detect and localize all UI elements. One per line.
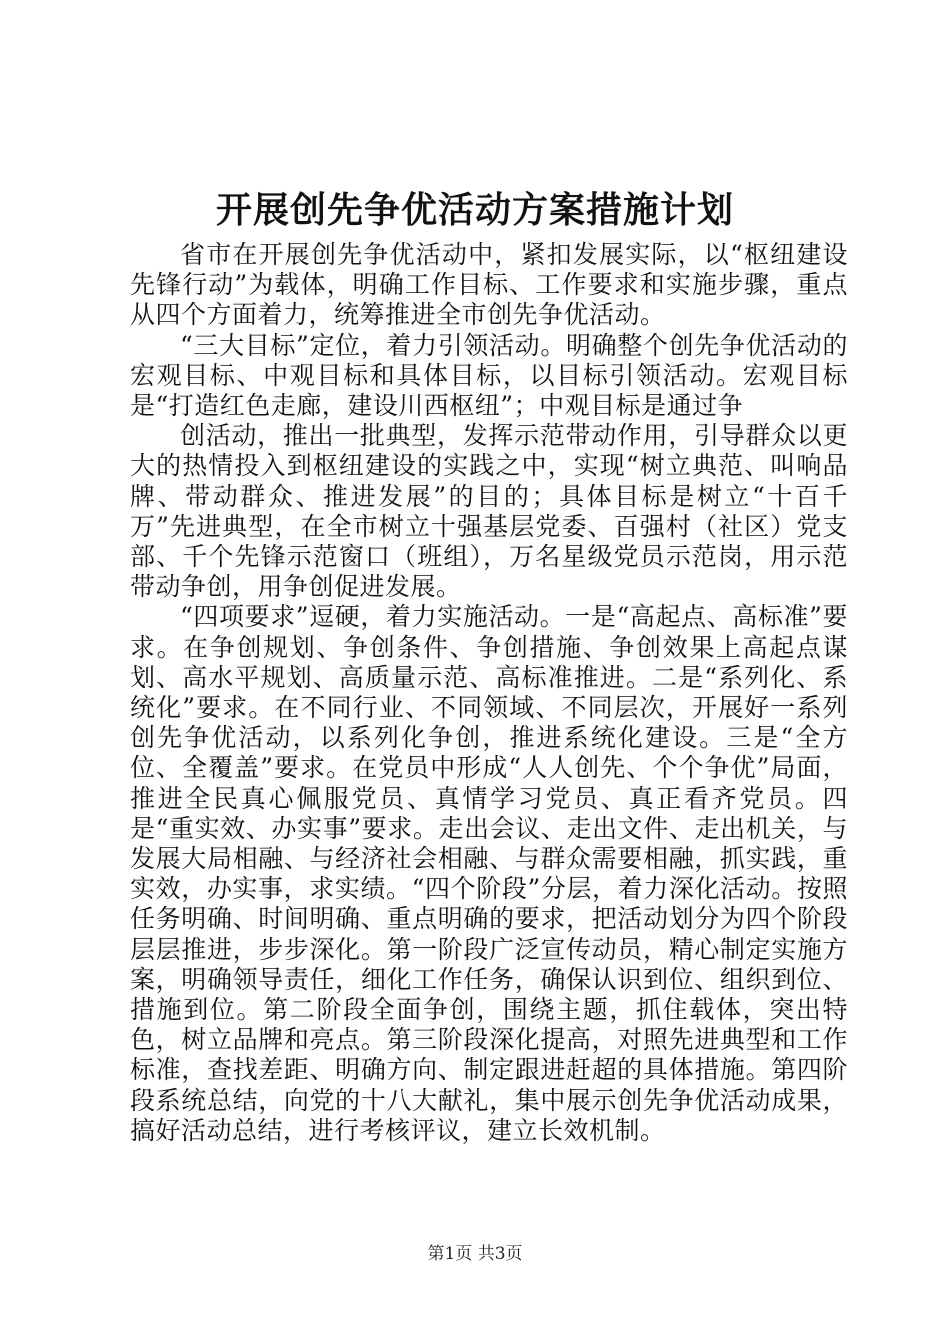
paragraph-intro: 省市在开展创先争优活动中，紧扣发展实际，以“枢纽建设先锋行动”为载体，明确工作目标、工作要求和实施步骤，重点从四个方面着力，统筹推进全市创先争优活动。: [130, 240, 848, 330]
document-title: 开展创先争优活动方案措施计划: [215, 189, 734, 231]
paragraph-four-requirements: “四项要求”逗硬，着力实施活动。一是“高起点、高标准”要求。在争创规划、争创条件、争创措施、争创效果上高起点谋划、高水平规划、高质量示范、高标准推进。二是“系列化、系统化”要求。在不同行业、不同领域、不同层次，开展好一系列创先争优活动，以系列化争创，推进系统化建设。三是“全方位、全覆盖”要求。在党员中形成“人人创先、个个争优”局面，推进全民真心佩服党员、真情学习党员、真正看齐党员。四是“重实效、办实事”要求。走出会议、走出文件、走出机关，与发展大局相融、与经济社会相融、与群众需要相融，抓实践，重实效，办实事，求实绩。“四个阶段”分层，着力深化活动。按照任务明确、时间明确、重点明确的要求，把活动划分为四个阶段层层推进，步步深化。第一阶段广泛宣传动员，精心制定实施方案，明确领导责任，细化工作任务，确保认识到位、组织到位、措施到位。第二阶段全面争创，围绕主题，抓住载体，突出特色，树立品牌和亮点。第三阶段深化提高，对照先进典型和工作标准，查找差距、明确方向、制定跟进赶超的具体措施。第四阶段系统总结，向党的十八大献礼，集中展示创先争优活动成果，搞好活动总结，进行考核评议，建立长效机制。: [130, 602, 848, 1145]
paragraph-goals-continued: 创活动，推出一批典型，发挥示范带动作用，引导群众以更大的热情投入到枢纽建设的实践之中，实现“树立典范、叫响品牌、带动群众、推进发展”的目的；具体目标是树立“十百千万”先进典型，在全市树立十强基层党委、百强村（社区）党支部、千个先锋示范窗口（班组），万名星级党员示范岗，用示范带动争创，用争创促进发展。: [130, 421, 848, 602]
paragraph-three-goals: “三大目标”定位，着力引领活动。明确整个创先争优活动的宏观目标、中观目标和具体目标，以目标引领活动。宏观目标是“打造红色走廊，建设川西枢纽”；中观目标是通过争: [130, 330, 848, 421]
page-number-footer: 第1页 共3页: [427, 1244, 523, 1264]
document-body: [130, 240, 848, 1146]
